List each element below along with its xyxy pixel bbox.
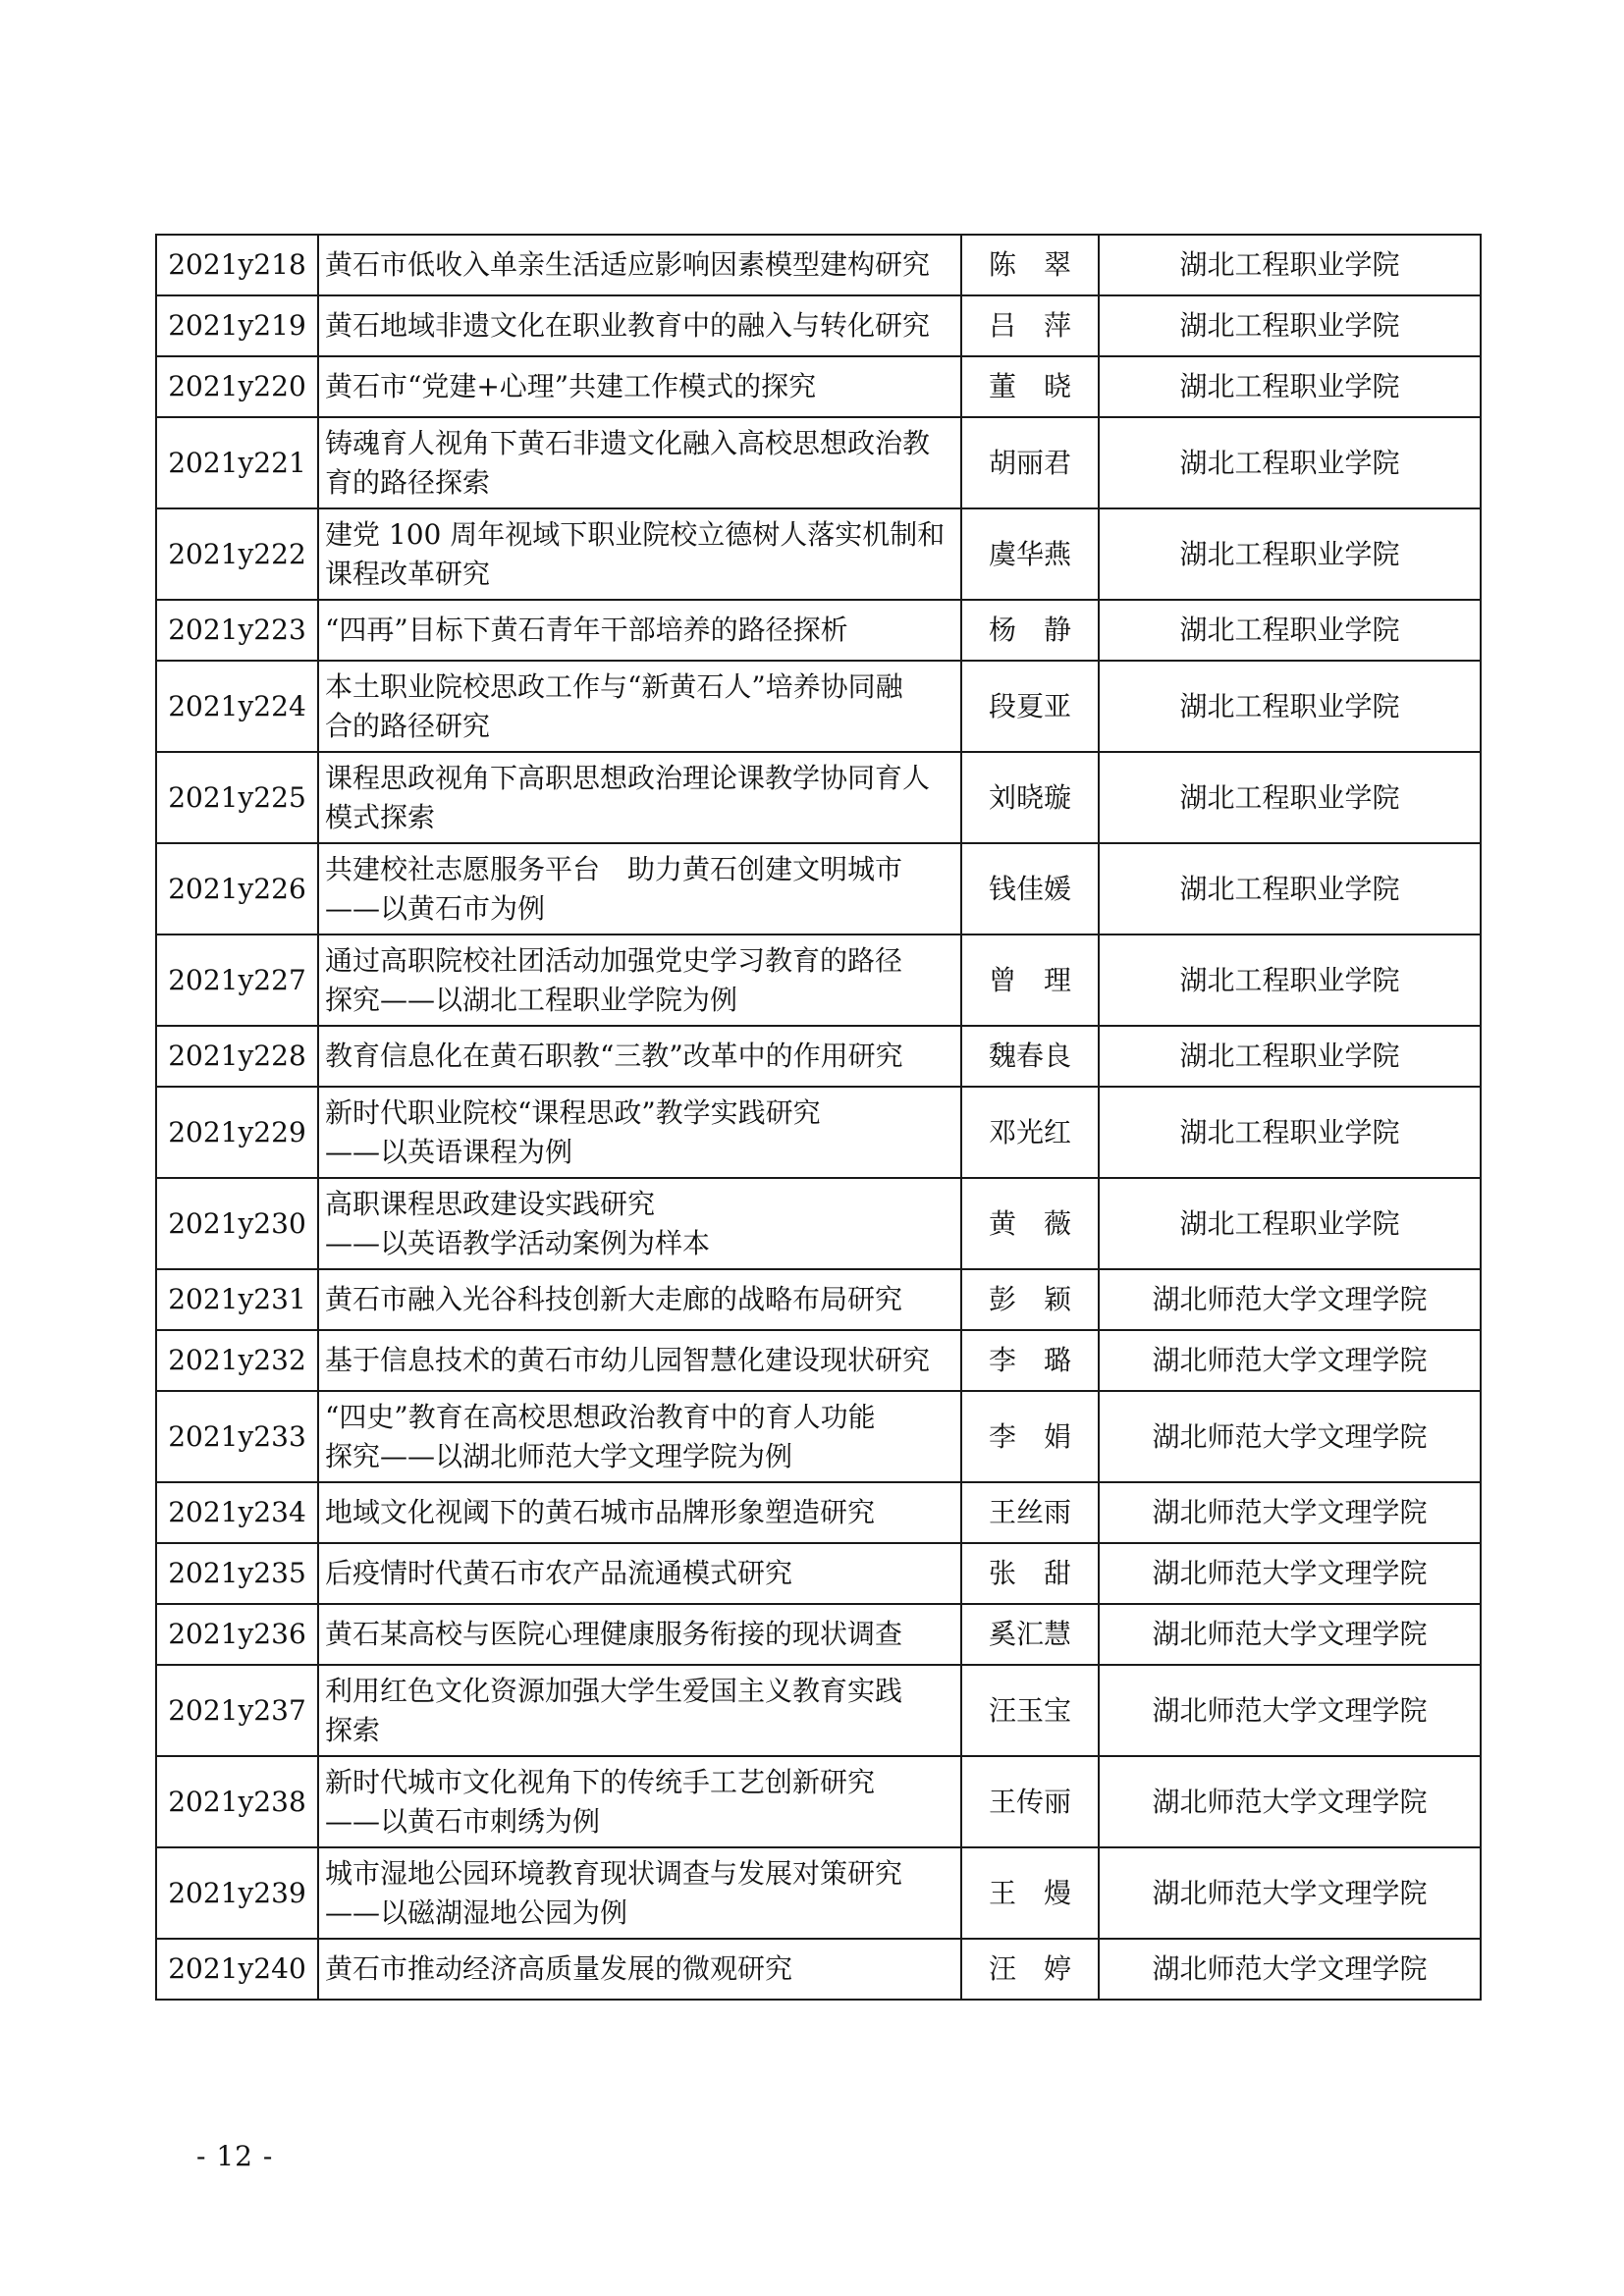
project-id-cell: 2021y229 [156, 1087, 318, 1178]
project-title-line: 课程改革研究 [325, 557, 491, 590]
project-title-cell [318, 1482, 961, 1543]
organization-cell: 湖北师范大学文理学院 [1099, 1330, 1481, 1391]
leader-name-cell: 陈 翠 [961, 235, 1099, 295]
table-row [156, 1665, 1481, 1756]
project-id-cell: 2021y224 [156, 661, 318, 752]
project-title-cell [318, 508, 961, 600]
project-title-line: ——以黄石市为例 [325, 891, 546, 925]
project-id-cell: 2021y235 [156, 1543, 318, 1604]
project-title-line: 黄石市“党建+心理”共建工作模式的探究 [325, 370, 817, 402]
project-title-line: 新时代城市文化视角下的传统手工艺创新研究 [325, 1765, 876, 1798]
table-row [156, 1756, 1481, 1847]
project-title-line: 高职课程思政建设实践研究 [325, 1187, 656, 1220]
leader-name-cell: 曾 理 [961, 934, 1099, 1026]
project-title-line: 探究——以湖北师范大学文理学院为例 [325, 1439, 793, 1472]
project-title-line: 后疫情时代黄石市农产品流通模式研究 [325, 1557, 793, 1589]
project-title-line: 本土职业院校思政工作与“新黄石人”培养协同融 [325, 669, 903, 703]
leader-name-cell: 王 熳 [961, 1847, 1099, 1939]
table-row [156, 752, 1481, 843]
table-row [156, 417, 1481, 508]
table-row [156, 235, 1481, 295]
organization-cell: 湖北工程职业学院 [1099, 1087, 1481, 1178]
table-row [156, 1939, 1481, 2000]
project-title-line: 基于信息技术的黄石市幼儿园智慧化建设现状研究 [325, 1344, 931, 1376]
leader-name-cell: 黄 薇 [961, 1178, 1099, 1269]
organization-cell: 湖北师范大学文理学院 [1099, 1482, 1481, 1543]
project-title-line: 黄石某高校与医院心理健康服务衔接的现状调查 [325, 1618, 903, 1650]
project-title-cell [318, 235, 961, 295]
project-title-line: 育的路径探索 [325, 465, 491, 499]
table-row [156, 1330, 1481, 1391]
project-title-line: 黄石市推动经济高质量发展的微观研究 [325, 1952, 793, 1985]
project-title-line: 新时代职业院校“课程思政”教学实践研究 [325, 1095, 821, 1129]
project-title-line: ——以英语课程为例 [325, 1135, 573, 1168]
project-id-cell: 2021y239 [156, 1847, 318, 1939]
organization-cell: 湖北工程职业学院 [1099, 600, 1481, 661]
leader-name-cell: 李 娟 [961, 1391, 1099, 1482]
project-id-cell: 2021y222 [156, 508, 318, 600]
project-title-cell [318, 1665, 961, 1756]
project-id-cell: 2021y218 [156, 235, 318, 295]
project-id-cell: 2021y237 [156, 1665, 318, 1756]
organization-cell: 湖北师范大学文理学院 [1099, 1604, 1481, 1665]
project-title-cell [318, 843, 961, 934]
project-id-cell: 2021y233 [156, 1391, 318, 1482]
organization-cell: 湖北师范大学文理学院 [1099, 1939, 1481, 2000]
project-title-line: 教育信息化在黄石职教“三教”改革中的作用研究 [325, 1040, 903, 1072]
leader-name-cell: 段夏亚 [961, 661, 1099, 752]
leader-name-cell: 王丝雨 [961, 1482, 1099, 1543]
project-title-line: 模式探索 [325, 800, 436, 833]
table-row [156, 1026, 1481, 1087]
table-row [156, 843, 1481, 934]
leader-name-cell: 李 璐 [961, 1330, 1099, 1391]
project-id-cell: 2021y232 [156, 1330, 318, 1391]
organization-cell: 湖北工程职业学院 [1099, 934, 1481, 1026]
table-row [156, 600, 1481, 661]
project-id-cell: 2021y226 [156, 843, 318, 934]
project-title-cell [318, 1391, 961, 1482]
project-id-cell: 2021y230 [156, 1178, 318, 1269]
project-title-line: 探究——以湖北工程职业学院为例 [325, 983, 738, 1016]
table-row [156, 1604, 1481, 1665]
project-title-cell [318, 356, 961, 417]
leader-name-cell: 吕 萍 [961, 295, 1099, 356]
project-title-line: 黄石地域非遗文化在职业教育中的融入与转化研究 [325, 309, 931, 342]
organization-cell: 湖北师范大学文理学院 [1099, 1543, 1481, 1604]
leader-name-cell: 董 晓 [961, 356, 1099, 417]
project-title-line: 黄石市低收入单亲生活适应影响因素模型建构研究 [325, 248, 931, 281]
project-title-cell [318, 1178, 961, 1269]
project-table-body [156, 235, 1481, 2000]
leader-name-cell: 杨 静 [961, 600, 1099, 661]
project-title-line: “四史”教育在高校思想政治教育中的育人功能 [325, 1400, 876, 1433]
project-title-line: 黄石市融入光谷科技创新大走廊的战略布局研究 [325, 1283, 903, 1315]
project-title-line: ——以磁湖湿地公园为例 [325, 1896, 628, 1929]
project-id-cell: 2021y238 [156, 1756, 318, 1847]
project-id-cell: 2021y227 [156, 934, 318, 1026]
leader-name-cell: 汪 婷 [961, 1939, 1099, 2000]
organization-cell: 湖北工程职业学院 [1099, 752, 1481, 843]
organization-cell: 湖北师范大学文理学院 [1099, 1391, 1481, 1482]
project-title-cell [318, 295, 961, 356]
leader-name-cell: 彭 颖 [961, 1269, 1099, 1330]
leader-name-cell: 奚汇慧 [961, 1604, 1099, 1665]
project-title-line: 共建校社志愿服务平台 助力黄石创建文明城市 [325, 852, 903, 885]
project-id-cell: 2021y219 [156, 295, 318, 356]
table-row [156, 1178, 1481, 1269]
project-table [155, 234, 1482, 2001]
leader-name-cell: 魏春良 [961, 1026, 1099, 1087]
project-title-line: 建党 100 周年视域下职业院校立德树人落实机制和 [325, 517, 946, 551]
project-title-cell [318, 1604, 961, 1665]
table-row [156, 1543, 1481, 1604]
leader-name-cell: 胡丽君 [961, 417, 1099, 508]
project-title-cell [318, 1756, 961, 1847]
project-title-line: “四再”目标下黄石青年干部培养的路径探析 [325, 614, 848, 646]
page-number: - 12 - [196, 2140, 274, 2172]
project-title-line: 通过高职院校社团活动加强党史学习教育的路径 [325, 943, 903, 977]
organization-cell: 湖北工程职业学院 [1099, 295, 1481, 356]
project-id-cell: 2021y221 [156, 417, 318, 508]
project-title-line: 探索 [325, 1713, 381, 1746]
project-title-line: 地域文化视阈下的黄石城市品牌形象塑造研究 [325, 1496, 876, 1528]
organization-cell: 湖北师范大学文理学院 [1099, 1665, 1481, 1756]
table-row [156, 1269, 1481, 1330]
project-title-line: 合的路径研究 [325, 709, 491, 742]
project-title-cell [318, 1939, 961, 2000]
project-title-cell [318, 1847, 961, 1939]
project-title-cell [318, 417, 961, 508]
leader-name-cell: 张 甜 [961, 1543, 1099, 1604]
project-id-cell: 2021y231 [156, 1269, 318, 1330]
organization-cell: 湖北工程职业学院 [1099, 356, 1481, 417]
leader-name-cell: 王传丽 [961, 1756, 1099, 1847]
project-id-cell: 2021y234 [156, 1482, 318, 1543]
organization-cell: 湖北师范大学文理学院 [1099, 1756, 1481, 1847]
organization-cell: 湖北工程职业学院 [1099, 1026, 1481, 1087]
project-title-line: 城市湿地公园环境教育现状调查与发展对策研究 [325, 1856, 903, 1890]
project-title-line: ——以黄石市刺绣为例 [325, 1804, 601, 1838]
table-row [156, 295, 1481, 356]
table-row [156, 1391, 1481, 1482]
table-row [156, 1087, 1481, 1178]
organization-cell: 湖北工程职业学院 [1099, 661, 1481, 752]
project-title-line: ——以英语教学活动案例为样本 [325, 1226, 711, 1259]
project-id-cell: 2021y223 [156, 600, 318, 661]
project-id-cell: 2021y236 [156, 1604, 318, 1665]
project-title-cell [318, 1026, 961, 1087]
leader-name-cell: 汪玉宝 [961, 1665, 1099, 1756]
organization-cell: 湖北工程职业学院 [1099, 1178, 1481, 1269]
organization-cell: 湖北工程职业学院 [1099, 235, 1481, 295]
project-title-cell [318, 752, 961, 843]
project-title-cell [318, 1543, 961, 1604]
project-id-cell: 2021y225 [156, 752, 318, 843]
organization-cell: 湖北工程职业学院 [1099, 508, 1481, 600]
table-row [156, 356, 1481, 417]
table-row [156, 934, 1481, 1026]
organization-cell: 湖北工程职业学院 [1099, 843, 1481, 934]
table-row [156, 1482, 1481, 1543]
project-title-line: 铸魂育人视角下黄石非遗文化融入高校思想政治教 [325, 426, 931, 459]
leader-name-cell: 虞华燕 [961, 508, 1099, 600]
organization-cell: 湖北师范大学文理学院 [1099, 1269, 1481, 1330]
project-title-cell [318, 1330, 961, 1391]
organization-cell: 湖北师范大学文理学院 [1099, 1847, 1481, 1939]
leader-name-cell: 刘晓璇 [961, 752, 1099, 843]
project-id-cell: 2021y228 [156, 1026, 318, 1087]
project-title-cell [318, 1087, 961, 1178]
project-title-cell [318, 600, 961, 661]
project-id-cell: 2021y220 [156, 356, 318, 417]
table-row [156, 508, 1481, 600]
project-title-line: 利用红色文化资源加强大学生爱国主义教育实践 [325, 1674, 903, 1707]
project-title-cell [318, 934, 961, 1026]
project-title-cell [318, 661, 961, 752]
project-title-cell [318, 1269, 961, 1330]
leader-name-cell: 钱佳媛 [961, 843, 1099, 934]
table-row [156, 661, 1481, 752]
organization-cell: 湖北工程职业学院 [1099, 417, 1481, 508]
leader-name-cell: 邓光红 [961, 1087, 1099, 1178]
table-row [156, 1847, 1481, 1939]
project-title-line: 课程思政视角下高职思想政治理论课教学协同育人 [325, 761, 931, 794]
project-id-cell: 2021y240 [156, 1939, 318, 2000]
